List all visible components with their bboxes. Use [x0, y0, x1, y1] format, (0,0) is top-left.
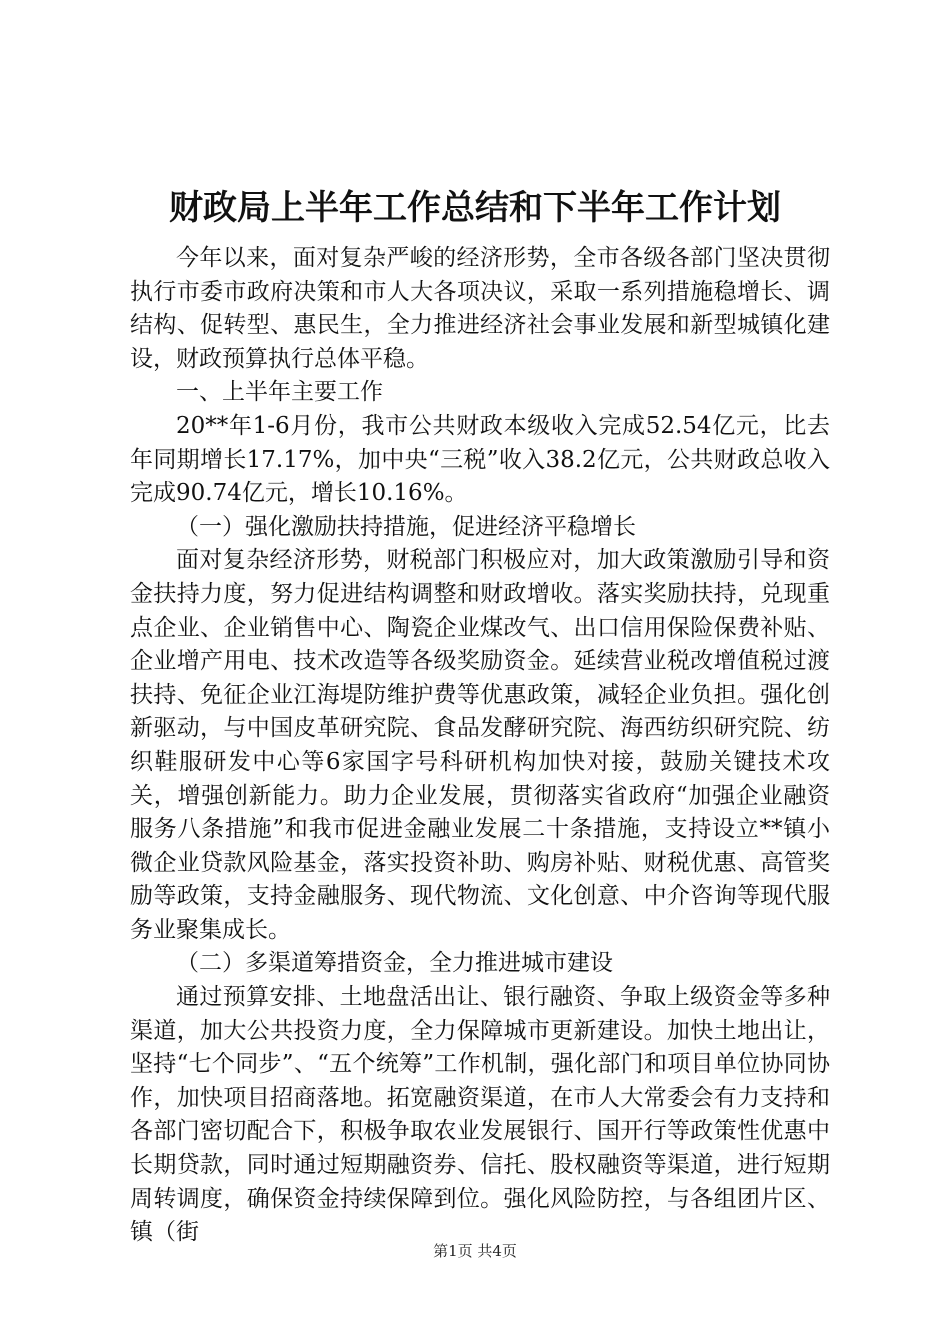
funding-paragraph: 通过预算安排、土地盘活出让、银行融资、争取上级资金等多种渠道，加大公共投资力度，全力保障城市更新建设。加快土地出让，坚持“七个同步”、“五个统筹”工作机制，强化部门和项目单位协同协作，加快项目招商落地。拓宽融资渠道，在市人大常委会有力支持和各部门密切配合下，积极争取农业发展银行、国开行等政策性优惠中长期贷款，同时通过短期融资券、信托、股权融资等渠道，进行短期周转调度，确保资金持续保障到位。强化风险防控，与各组团片区、镇（街 — [130, 984, 830, 1246]
incentive-paragraph: 面对复杂经济形势，财税部门积极应对，加大政策激励引导和资金扶持力度，努力促进结构调整和财政增收。落实奖励扶持，兑现重点企业、企业销售中心、陶瓷企业煤改气、出口信用保险保费补贴、企业增产用电、技术改造等各级奖励资金。延续营业税改增值税过渡扶持、免征企业江海堤防维护费等优惠政策，减轻企业负担。强化创新驱动，与中国皮革研究院、食品发酵研究院、海西纺织研究院、纺织鞋服研发中心等6家国字号科研机构加快对接，鼓励关键技术攻关，增强创新能力。助力企业发展，贯彻落实省政府“加强企业融资服务八条措施”和我市促进金融业发展二十条措施，支持设立**镇小微企业贷款风险基金，落实投资补助、购房补贴、财税优惠、高管奖励等政策，支持金融服务、现代物流、文化创意、中介咨询等现代服务业聚集成长。 — [130, 547, 830, 943]
revenue-paragraph: 20**年1-6月份，我市公共财政本级收入完成52.54亿元，比去年同期增长17.17%，加中央“三税”收入38.2亿元，公共财政总收入完成90.74亿元，增长10.16%。 — [130, 412, 830, 507]
page-footer: 第1页 共4页 — [433, 1242, 517, 1260]
subsection-heading-1: （一）强化激励扶持措施，促进经济平稳增长 — [176, 513, 636, 540]
section-heading-1: 一、上半年主要工作 — [176, 379, 383, 406]
intro-paragraph: 今年以来，面对复杂严峻的经济形势，全市各级各部门坚决贯彻执行市委市政府决策和市人大各项决议，采取一系列措施稳增长、调结构、促转型、惠民生，全力推进经济社会事业发展和新型城镇化建设，财政预算执行总体平稳。 — [130, 245, 830, 372]
document-body — [130, 242, 830, 1250]
subsection-heading-2: （二）多渠道筹措资金，全力推进城市建设 — [176, 950, 613, 977]
document-title: 财政局上半年工作总结和下半年工作计划 — [169, 188, 781, 228]
